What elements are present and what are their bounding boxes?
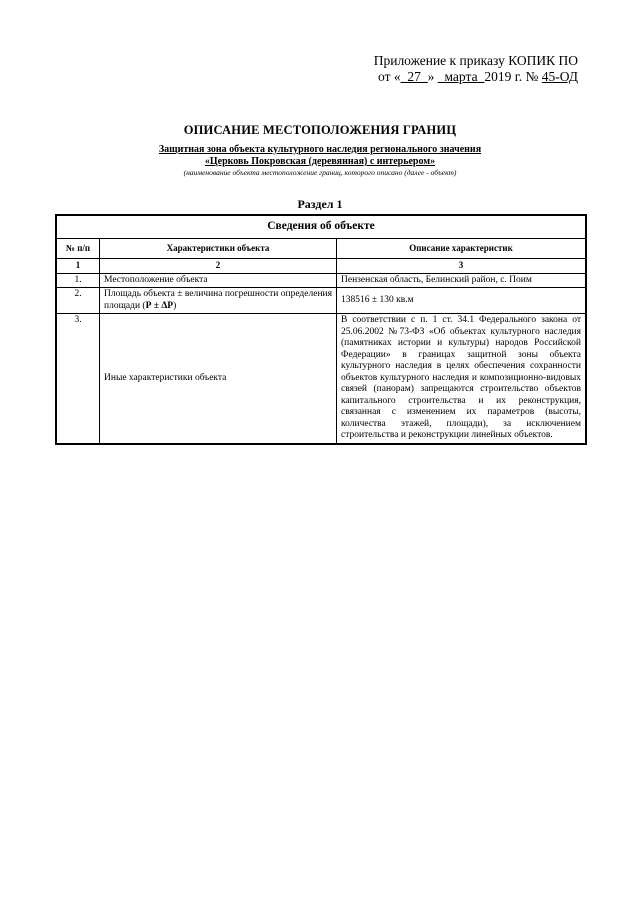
column-number: 1 — [56, 259, 100, 274]
object-name — [0, 144, 640, 168]
order-month: _марта_ — [437, 69, 485, 84]
area-formula: Р ± ΔР — [145, 300, 174, 311]
date-prefix: от « — [378, 69, 401, 84]
row-description: 138516 ± 130 кв.м — [337, 288, 587, 314]
date-quote-close: » — [427, 69, 435, 84]
object-info-table — [55, 214, 587, 445]
order-number: 45-ОД — [541, 69, 578, 84]
column-number: 2 — [100, 259, 337, 274]
row-characteristic: Иные характеристики объекта — [100, 314, 337, 444]
table-row — [56, 273, 586, 288]
header-num: № п/п — [56, 238, 100, 259]
row-number: 2. — [56, 288, 100, 314]
table-caption: Сведения об объекте — [56, 215, 586, 238]
section-title: Раздел 1 — [297, 197, 343, 211]
table-header-row — [56, 238, 586, 259]
row-number: 1. — [56, 273, 100, 288]
header-characteristics: Характеристики объекта — [100, 238, 337, 259]
row-number: 3. — [56, 314, 100, 444]
object-name-caption: (наименование объекта местоположение границ, которого описано (далее - объект) — [183, 168, 457, 177]
characteristic-close: ) — [173, 300, 177, 311]
order-day: _27_ — [400, 69, 428, 84]
row-description: В соответствии с п. 1 ст. 34.1 Федерального закона от 25.06.2002 №73-ФЗ «Об объектах культурного наследия (памятниках истории и культуры) народов Российской Федерации» в границах защитной зоны объекта культурного наследия в целях обеспечения сохранности объектов культурного наследия и композиционно-видовых связей (панорам) запрещаются строительство объектов капитального строительства и их реконструкция, связанная с изменением их параметров (высоты, количества этажей, площади), за исключением строительства и реконструкции линейных объектов. — [337, 314, 587, 444]
order-reference — [374, 53, 578, 85]
row-description: Пензенская область, Белинский район, с. Поим — [337, 273, 587, 288]
table-row — [56, 288, 586, 314]
characteristic-text: Площадь объекта ± величина погрешности определения площади ( — [104, 289, 332, 311]
row-characteristic: Местоположение объекта — [100, 273, 337, 288]
object-name-line1: Защитная зона объекта культурного наследия регионального значения — [158, 144, 482, 155]
table-caption-row — [56, 215, 586, 238]
object-name-line2: «Церковь Покровская (деревянная) с интерьером» — [204, 156, 436, 167]
table-row — [56, 314, 586, 444]
row-characteristic — [100, 288, 337, 314]
header-description: Описание характеристик — [337, 238, 587, 259]
document-title: ОПИСАНИЕ МЕСТОПОЛОЖЕНИЯ ГРАНИЦ — [183, 123, 457, 137]
column-number: 3 — [337, 259, 587, 274]
order-reference-line2 — [374, 69, 578, 85]
column-number-row — [56, 259, 586, 274]
order-year: 2019 г. № — [484, 69, 539, 84]
order-reference-line1: Приложение к приказу КОПИК ПО — [373, 53, 578, 68]
